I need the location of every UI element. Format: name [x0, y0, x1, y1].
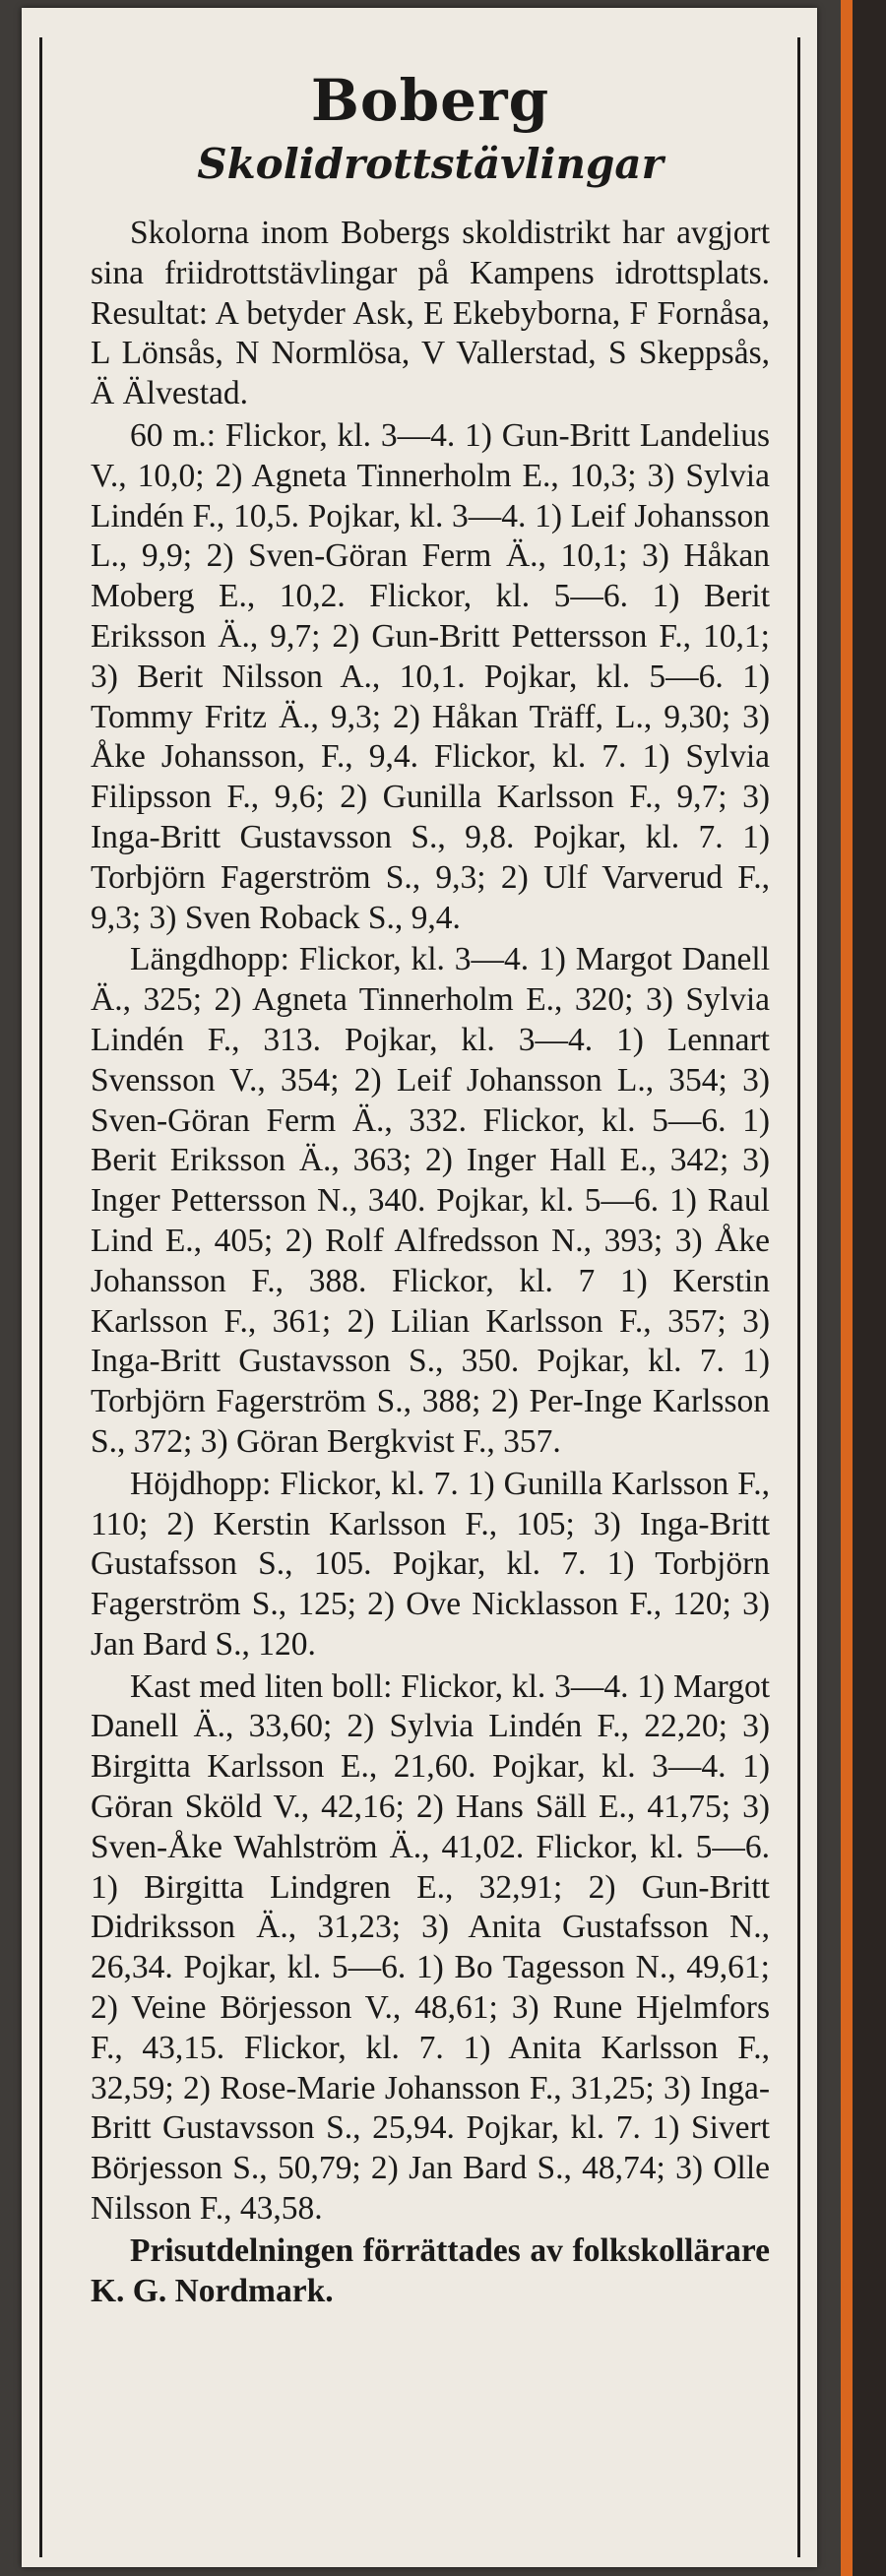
intro-paragraph: Skolorna inom Bobergs skoldistrikt har avgjort sina friidrottstävlingar på Kampens idrottsplats. Resultat: A betyder Ask, E Ekebyborna, F Fornåsa, L Lönsås, N Normlösa, V Vallerstad, S Skeppsås, Ä Älvestad. — [91, 215, 770, 412]
dark-edge — [853, 0, 886, 2576]
headline: Boberg — [310, 67, 550, 134]
right-column-rule — [797, 37, 800, 2557]
newspaper-clipping — [22, 8, 817, 2567]
results-high-jump-paragraph: Höjdhopp: Flickor, kl. 7. 1) Gunilla Karlsson F., 110; 2) Kerstin Karlsson F., 105; 3) Inga-Britt Gustafsson S., 105. Pojkar, kl. 7. 1) Torbjörn Fagerström S., 125; 2) Ove Nicklasson F., 120; 3) Jan Bard S., 120. — [91, 1465, 770, 1663]
results-ball-throw-paragraph: Kast med liten boll: Flickor, kl. 3—4. 1) Margot Danell Ä., 33,60; 2) Sylvia Lindén F., 22,20; 3) Birgitta Karlsson E., 21,60. Pojkar, kl. 3—4. 1) Göran Sköld V., 42,16; 2) Hans Säll E., 41,75; 3) Sven-Åke Wahlström Ä., 41,02. Flickor, kl. 5—6. 1) Birgitta Lindgren E., 32,91; 2) Gun-Britt Didriksson Ä., 31,23; 3) Anita Gustafsson N., 26,34. Pojkar, kl. 5—6. 1) Bo Tagesson N., 49,61; 2) Veine Börjesson V., 48,61; 3) Rune Hjelmfors F., 43,15. Flickor, kl. 7. 1) Anita Karlsson F., 32,59; 2) Rose-Marie Johansson F., 31,25; 3) Inga-Britt Gustavsson S., 25,94. Pojkar, kl. 7. 1) Sivert Börjesson S., 50,79; 2) Jan Bard S., 48,74; 3) Olle Nilsson F., 43,58. — [91, 1667, 770, 2228]
closing-paragraph: Prisutdelningen förrättades av folkskollärare K. G. Nordmark. — [91, 2231, 770, 2309]
left-column-rule — [39, 37, 42, 2557]
orange-edge-strip — [841, 0, 853, 2576]
article — [91, 67, 770, 2313]
results-60m-paragraph: 60 m.: Flickor, kl. 3—4. 1) Gun-Britt Landelius V., 10,0; 2) Agneta Tinnerholm E., 10,3; 3) Sylvia Lindén F., 10,5. Pojkar, kl. 3—4. 1) Leif Johansson L., 9,9; 2) Sven-Göran Ferm Ä., 10,1; 3) Håkan Moberg E., 10,2. Flickor, kl. 5—6. 1) Berit Eriksson Ä., 9,7; 2) Gun-Britt Pettersson F., 10,1; 3) Berit Nilsson A., 10,1. Pojkar, kl. 5—6. 1) Tommy Fritz Ä., 9,3; 2) Håkan Träff, L., 9,30; 3) Åke Johansson, F., 9,4. Flickor, kl. 7. 1) Sylvia Filipsson F., 9,6; 2) Gunilla Karlsson F., 9,7; 3) Inga-Britt Gustavsson S., 9,8. Pojkar, kl. 7. 1) Torbjörn Fagerström S., 9,3; 2) Ulf Varverud F., 9,3; 3) Sven Roback S., 9,4. — [91, 416, 770, 936]
results-long-jump-paragraph: Längdhopp: Flickor, kl. 3—4. 1) Margot Danell Ä., 325; 2) Agneta Tinnerholm E., 320; 3) Sylvia Lindén F., 313. Pojkar, kl. 3—4. 1) Lennart Svensson V., 354; 2) Leif Johansson L., 354; 3) Sven-Göran Ferm Ä., 332. Flickor, kl. 5—6. 1) Berit Eriksson Ä., 363; 2) Inger Hall E., 342; 3) Inger Pettersson N., 340. Pojkar, kl. 5—6. 1) Raul Lind E., 405; 2) Rolf Alfredsson N., 393; 3) Åke Johansson F., 388. Flickor, kl. 7 1) Kerstin Karlsson F., 361; 2) Lilian Karlsson F., 357; 3) Inga-Britt Gustavsson S., 350. Pojkar, kl. 7. 1) Torbjörn Fagerström S., 388; 2) Per-Inge Karlsson S., 372; 3) Göran Bergkvist F., 357. — [91, 941, 770, 1460]
subheadline: Skolidrottstävlingar — [197, 140, 664, 188]
